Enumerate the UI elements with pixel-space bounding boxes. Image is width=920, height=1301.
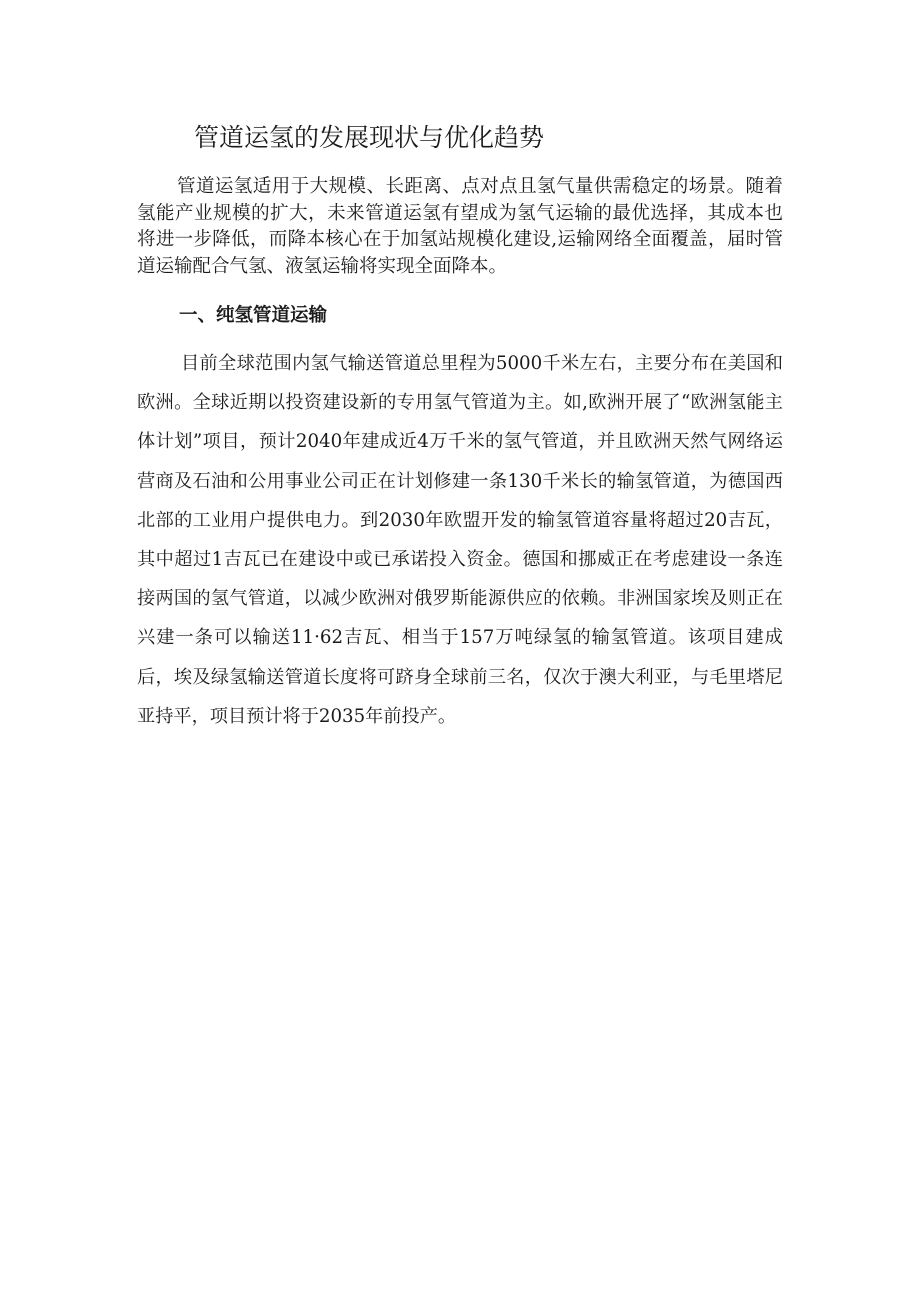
page-title: 管道运氢的发展现状与优化趋势	[194, 123, 545, 152]
section-heading: 一、纯氢管道运输	[179, 305, 328, 326]
intro-paragraph: 管道运氢适用于大规模、长距离、点对点且氢气量供需稳定的场景。随着氢能产业规模的扩大，未来管道运氢有望成为氢气运输的最优选择，其成本也将进一步降低，而降本核心在于加氢站规模化建设,运输网络全面覆盖，届时管道运输配合气氢、液氢运输将实现全面降本。	[137, 176, 783, 277]
section-body-paragraph: 目前全球范围内氢气输送管道总里程为5000千米左右，主要分布在美国和欧洲。全球近期以投资建设新的专用氢气管道为主。如,欧洲开展了“欧洲氢能主体计划”项目，预计2040年建成近4万千米的氢气管道，并且欧洲天然气网络运营商及石油和公用事业公司正在计划修建一条130千米长的输氢管道，为德国西北部的工业用户提供电力。到2030年欧盟开发的输氢管道容量将超过20吉瓦，其中超过1吉瓦已在建设中或已承诺投入资金。德国和挪威正在考虑建设一条连接两国的氢气管道，以减少欧洲对俄罗斯能源供应的依赖。非洲国家埃及则正在兴建一条可以输送11·62吉瓦、相当于157万吨绿氢的输氢管道。该项目建成后，埃及绿氢输送管道长度将可跻身全球前三名，仅次于澳大利亚，与毛里塔尼亚持平，项目预计将于2035年前投产。	[137, 353, 783, 727]
